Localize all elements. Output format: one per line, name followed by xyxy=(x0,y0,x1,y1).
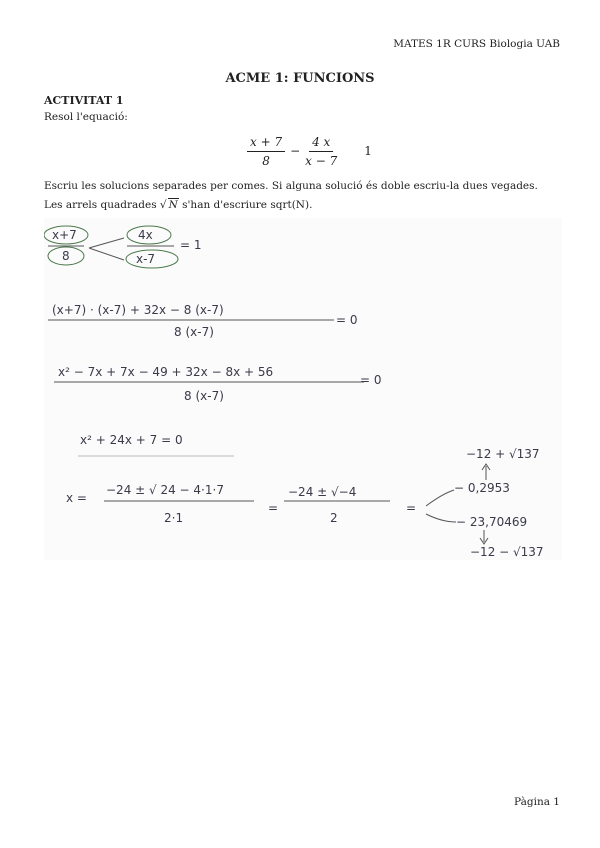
hw-line1-c: 8 xyxy=(62,249,70,263)
fraction-2-numerator: 4 x xyxy=(309,135,333,152)
hw-solution-2: − 23,70469 xyxy=(456,515,528,529)
fraction-1 xyxy=(247,135,285,168)
minus-operator: − xyxy=(290,144,301,158)
hw-line2-rhs: = 0 xyxy=(336,313,358,327)
fraction-1-denominator: 8 xyxy=(262,153,270,168)
hw-line1-e: = 1 xyxy=(180,238,202,252)
equation-rhs: 1 xyxy=(364,144,372,158)
equation xyxy=(244,131,372,171)
page-title: ACME 1: FUNCIONS xyxy=(225,71,375,86)
hw-line1-a: x+7 xyxy=(52,228,77,242)
sqrt-symbol: √ xyxy=(159,199,167,211)
page-header: MATES 1R CURS Biologia UAB xyxy=(393,38,560,50)
hw-line3-numerator: x² − 7x + 7x − 49 + 32x − 8x + 56 xyxy=(58,365,274,379)
description-part-1: Escriu les solucions separades per comes. Si alguna solució és doble escriu-la dues vegades. Les arrels quadrades xyxy=(44,180,538,211)
hw-line3-rhs: = 0 xyxy=(360,373,382,387)
description-text xyxy=(44,177,559,215)
page-footer: Pàgina 1 xyxy=(514,796,560,808)
activity-heading: ACTIVITAT 1 xyxy=(44,94,124,107)
sqrt-variable: N xyxy=(168,199,178,211)
hw-line5-numerator: −24 ± √ 24 − 4·1·7 xyxy=(106,483,224,497)
fraction-2-denominator: x − 7 xyxy=(305,153,338,168)
hw-line5-equals: = xyxy=(268,501,279,515)
hw-line4: x² + 24x + 7 = 0 xyxy=(80,433,183,447)
fraction-1-numerator: x + 7 xyxy=(247,135,285,152)
hw-line5-equals2: = xyxy=(406,501,417,515)
hw-line1-b: 4x xyxy=(138,228,153,242)
hw-solution-top: −12 + √137 xyxy=(466,447,540,461)
hw-line1-d: x-7 xyxy=(136,252,156,266)
hw-line3-denominator: 8 (x-7) xyxy=(184,389,224,403)
fraction-2 xyxy=(305,135,337,168)
hw-solution-1: − 0,2953 xyxy=(454,481,510,495)
hw-line2-denominator: 8 (x-7) xyxy=(174,325,214,339)
hw-line5-denominator: 2·1 xyxy=(164,511,184,525)
description-part-2: s'han d'escriure sqrt(N). xyxy=(178,199,313,211)
hw-line2-numerator: (x+7) · (x-7) + 32x − 8 (x-7) xyxy=(52,303,224,317)
hw-line5-x: x = xyxy=(66,491,87,505)
hw-solution-bottom: −12 − √137 xyxy=(470,545,544,559)
handwritten-solution-image xyxy=(44,218,562,560)
hw-line5-denominator2: 2 xyxy=(330,511,338,525)
hw-line5-numerator2: −24 ± √−4 xyxy=(288,485,357,499)
instruction-text: Resol l'equació: xyxy=(44,111,128,123)
